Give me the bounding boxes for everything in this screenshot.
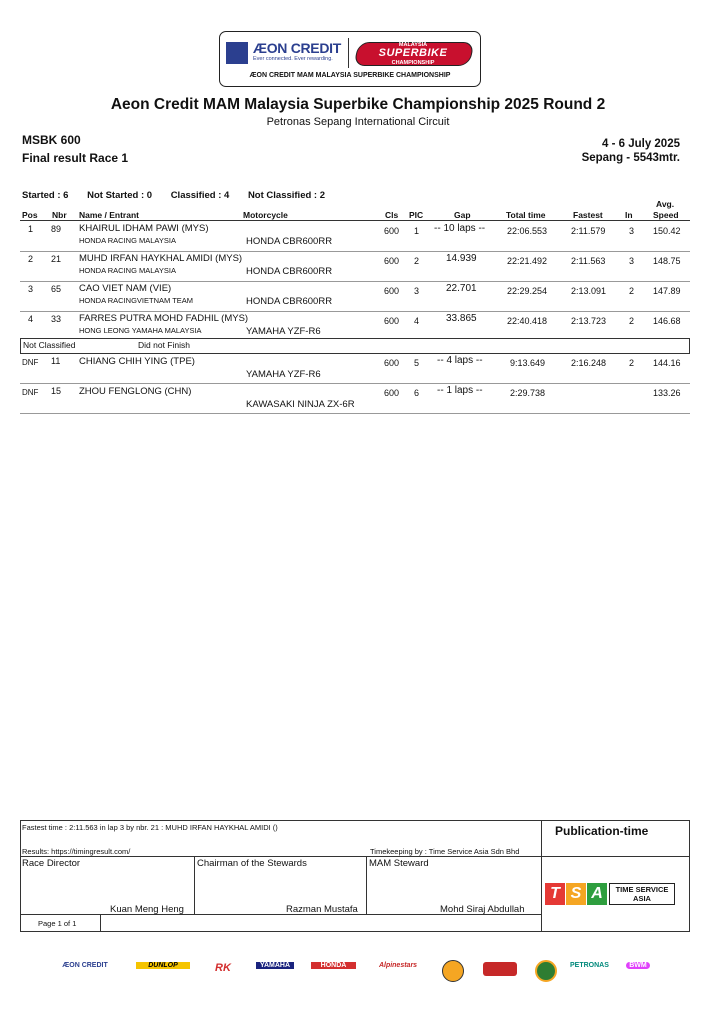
row-total: 9:13.649 bbox=[510, 358, 546, 368]
header-fastest: Fastest bbox=[573, 210, 603, 220]
row-in: 2 bbox=[629, 316, 635, 326]
header-pos: Pos bbox=[22, 210, 38, 220]
row-pos: 1 bbox=[28, 224, 34, 234]
header-pic: PIC bbox=[409, 210, 424, 220]
race-director-label: Race Director bbox=[22, 858, 81, 869]
row-in: 3 bbox=[629, 256, 635, 266]
timekeeping-note: Timekeeping by : Time Service Asia Sdn Bhd bbox=[370, 847, 520, 856]
row-rider: FARRES PUTRA MOHD FADHIL (MYS) bbox=[79, 313, 249, 324]
not-classified-label: Not Classified bbox=[23, 340, 76, 350]
race-director-name: Kuan Meng Heng bbox=[110, 904, 184, 915]
result-row bbox=[20, 311, 690, 341]
championship-banner bbox=[219, 31, 481, 87]
row-rider: CAO VIET NAM (VIE) bbox=[79, 283, 172, 294]
page-title: Aeon Credit MAM Malaysia Superbike Championship 2025 Round 2 bbox=[110, 96, 606, 113]
sponsor-yamaha-logo: YAMAHA bbox=[256, 962, 294, 969]
class-name: MSBK 600 bbox=[22, 133, 81, 147]
row-total: 2:29.738 bbox=[510, 388, 546, 398]
sponsor-alpinestars-logo: Alpinestars bbox=[378, 962, 418, 969]
fastest-time-note: Fastest time : 2:11.563 in lap 3 by nbr. 21 : MUHD IRFAN HAYKHAL AMIDI () bbox=[22, 823, 278, 832]
publication-time-label: Publication-time bbox=[555, 824, 649, 838]
result-row bbox=[20, 221, 690, 252]
header-avg: Avg. bbox=[656, 199, 675, 209]
sponsor-petronas-logo: PETRONAS bbox=[570, 962, 609, 969]
time-service-asia-logo bbox=[545, 883, 675, 905]
header-motorcycle: Motorcycle bbox=[243, 210, 288, 220]
superbike-logo bbox=[356, 38, 472, 68]
row-in: 2 bbox=[629, 358, 635, 368]
row-motorcycle: YAMAHA YZF-R6 bbox=[246, 326, 321, 337]
row-speed: 148.75 bbox=[653, 256, 681, 266]
row-speed: 147.89 bbox=[653, 286, 681, 296]
row-team: HONDA RACING MALAYSIA bbox=[79, 236, 176, 245]
steward-label: MAM Steward bbox=[369, 858, 429, 869]
row-cls: 600 bbox=[384, 358, 400, 368]
header-in: In bbox=[625, 210, 633, 220]
event-dates: 4 - 6 July 2025 bbox=[602, 138, 680, 150]
row-pos: DNF bbox=[22, 388, 39, 397]
venue-length: Sepang - 5543mtr. bbox=[581, 152, 680, 164]
superbike-logo-top: MALAYSIA bbox=[398, 42, 428, 48]
tsa-text-line1: TIME SERVICE bbox=[615, 885, 669, 894]
row-pos: DNF bbox=[22, 358, 39, 367]
row-rider: ZHOU FENGLONG (CHN) bbox=[79, 386, 192, 397]
circuit-name: Petronas Sepang International Circuit bbox=[266, 116, 450, 128]
row-motorcycle: KAWASAKI NINJA ZX-6R bbox=[246, 399, 355, 410]
superbike-logo-main: SUPERBIKE bbox=[378, 47, 448, 59]
row-nbr: 65 bbox=[51, 284, 62, 294]
sponsor-dunlop-logo: DUNLOP bbox=[136, 962, 190, 969]
tsa-letter-t: T bbox=[545, 883, 565, 905]
row-fastest: 2:16.248 bbox=[571, 358, 607, 368]
row-rider: KHAIRUL IDHAM PAWI (MYS) bbox=[79, 223, 209, 234]
row-motorcycle: YAMAHA YZF-R6 bbox=[246, 369, 321, 380]
results-url[interactable]: Results: https://timingresult.com/ bbox=[22, 847, 131, 856]
header-name: Name / Entrant bbox=[79, 210, 139, 220]
row-nbr: 11 bbox=[51, 356, 61, 366]
row-gap: -- 10 laps -- bbox=[434, 223, 486, 234]
stat-not-started: Not Started : 0 bbox=[87, 190, 153, 201]
row-cls: 600 bbox=[384, 256, 400, 266]
row-gap: 22.701 bbox=[446, 283, 477, 294]
aeon-logo-tagline: Ever connected. Ever rewarding. bbox=[253, 56, 333, 62]
row-pic: 3 bbox=[414, 286, 420, 296]
row-cls: 600 bbox=[384, 316, 400, 326]
session-name: Final result Race 1 bbox=[22, 151, 129, 165]
row-rider: CHIANG CHIH YING (TPE) bbox=[79, 356, 195, 367]
row-cls: 600 bbox=[384, 286, 400, 296]
row-pic: 6 bbox=[414, 388, 420, 398]
row-pic: 2 bbox=[414, 256, 420, 266]
aeon-credit-logo bbox=[226, 39, 346, 67]
row-fastest: 2:13.091 bbox=[571, 286, 607, 296]
aeon-logo-name: ÆON CREDIT bbox=[253, 40, 342, 56]
row-pic: 1 bbox=[414, 226, 420, 236]
row-total: 22:29.254 bbox=[507, 286, 548, 296]
row-speed: 133.26 bbox=[653, 388, 681, 398]
sponsor-logo-red bbox=[483, 962, 517, 976]
row-cls: 600 bbox=[384, 226, 400, 236]
steward-name: Mohd Siraj Abdullah bbox=[440, 904, 525, 915]
row-in: 2 bbox=[629, 286, 635, 296]
row-motorcycle: HONDA CBR600RR bbox=[246, 236, 333, 247]
tsa-letter-a: A bbox=[587, 883, 607, 905]
row-pic: 5 bbox=[414, 358, 420, 368]
row-gap: 14.939 bbox=[446, 253, 477, 264]
row-team: HONG LEONG YAMAHA MALAYSIA bbox=[79, 326, 202, 335]
footer-box bbox=[20, 820, 690, 932]
row-pos: 2 bbox=[28, 254, 34, 264]
chairman-name: Razman Mustafa bbox=[286, 904, 358, 915]
result-row bbox=[20, 281, 690, 312]
row-total: 22:21.492 bbox=[507, 256, 548, 266]
result-row bbox=[20, 251, 690, 282]
header-speed: Speed bbox=[653, 210, 679, 220]
row-in: 3 bbox=[629, 226, 635, 236]
row-speed: 144.16 bbox=[653, 358, 681, 368]
row-nbr: 33 bbox=[51, 314, 62, 324]
superbike-logo-bottom: CHAMPIONSHIP bbox=[391, 60, 435, 66]
row-team: HONDA RACINGVIETNAM TEAM bbox=[79, 296, 194, 305]
row-cls: 600 bbox=[384, 388, 400, 398]
page-number: Page 1 of 1 bbox=[38, 919, 77, 928]
row-gap: -- 1 laps -- bbox=[437, 385, 483, 396]
row-gap: -- 4 laps -- bbox=[437, 355, 483, 366]
row-pic: 4 bbox=[414, 316, 420, 326]
sponsor-aeon-logo: ÆON CREDIT bbox=[62, 962, 108, 969]
row-motorcycle: HONDA CBR600RR bbox=[246, 296, 333, 307]
chairman-label: Chairman of the Stewards bbox=[197, 858, 307, 869]
row-total: 22:06.553 bbox=[507, 226, 548, 236]
aeon-logo-icon bbox=[226, 42, 248, 64]
row-nbr: 15 bbox=[51, 386, 62, 396]
header-cls: Cls bbox=[385, 210, 399, 220]
stat-started: Started : 6 bbox=[22, 190, 69, 201]
row-speed: 150.42 bbox=[653, 226, 681, 236]
header-gap: Gap bbox=[454, 210, 471, 220]
row-fastest: 2:11.579 bbox=[571, 226, 606, 236]
sponsor-round-logo-2 bbox=[535, 960, 557, 982]
row-motorcycle: HONDA CBR600RR bbox=[246, 266, 333, 277]
banner-divider bbox=[348, 38, 349, 68]
tsa-letter-s: S bbox=[566, 883, 586, 905]
header-total: Total time bbox=[506, 210, 546, 220]
sponsor-bwm-logo: BWM bbox=[626, 962, 650, 969]
result-row bbox=[20, 383, 690, 414]
sponsor-round-logo-1 bbox=[442, 960, 464, 982]
row-total: 22:40.418 bbox=[507, 316, 548, 326]
stat-not-classified: Not Classified : 2 bbox=[247, 190, 326, 201]
row-fastest: 2:13.723 bbox=[571, 316, 607, 326]
row-rider: MUHD IRFAN HAYKHAL AMIDI (MYS) bbox=[79, 253, 243, 264]
sponsor-honda-logo: HONDA bbox=[311, 962, 356, 969]
row-nbr: 21 bbox=[51, 254, 62, 264]
stat-classified: Classified : 4 bbox=[170, 190, 230, 201]
row-team: HONDA RACING MALAYSIA bbox=[79, 266, 176, 275]
not-classified-header bbox=[20, 338, 690, 354]
row-fastest: 2:11.563 bbox=[571, 256, 606, 266]
row-speed: 146.68 bbox=[653, 316, 681, 326]
header-nbr: Nbr bbox=[52, 210, 67, 220]
not-classified-reason: Did not Finish bbox=[138, 340, 190, 350]
row-gap: 33.865 bbox=[446, 313, 477, 324]
row-pos: 4 bbox=[28, 314, 34, 324]
sponsor-rk-logo: RK bbox=[215, 962, 231, 974]
tsa-text-line2: ASIA bbox=[633, 894, 651, 903]
row-nbr: 89 bbox=[51, 224, 62, 234]
entry-stats bbox=[22, 190, 341, 201]
banner-caption: ÆON CREDIT MAM MALAYSIA SUPERBIKE CHAMPIONSHIP bbox=[249, 72, 451, 79]
result-row bbox=[20, 353, 690, 384]
row-pos: 3 bbox=[28, 284, 34, 294]
